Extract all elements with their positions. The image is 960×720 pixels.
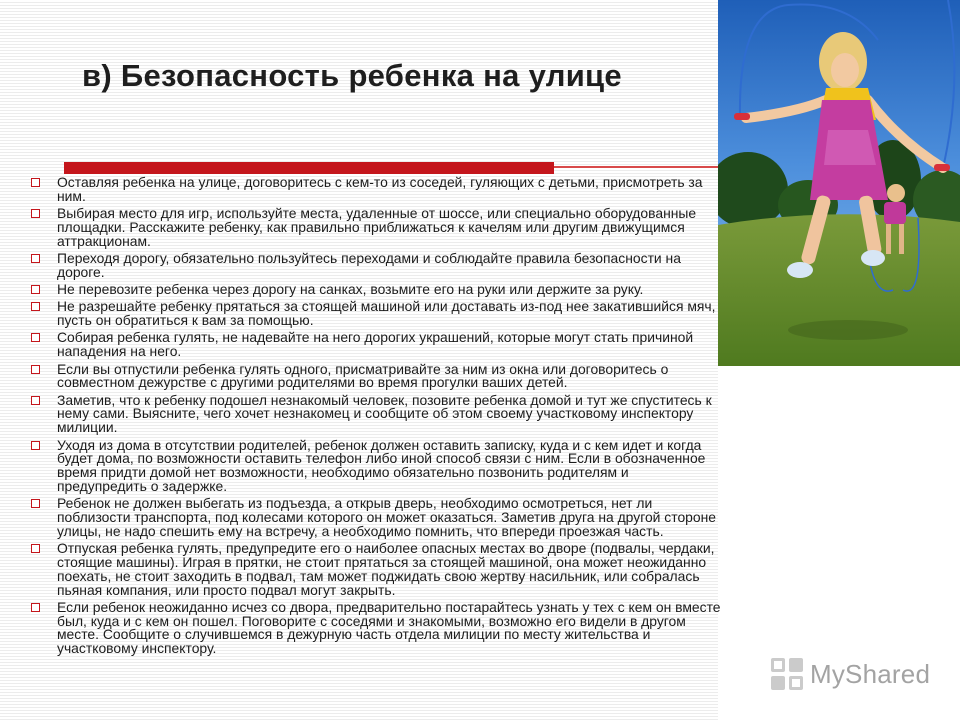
list-item [30, 542, 722, 597]
square-bullet-icon [31, 365, 40, 374]
square-bullet-icon [31, 209, 40, 218]
list-item [30, 300, 722, 328]
myshared-logo-icon [770, 657, 804, 691]
list-item-text: Если ребенок неожиданно исчез со двора, предварительно постарайтесь узнать у тех с кем он вместе был, куда и с кем он пошел. Поговорите с соседями и знакомыми, возможно его видели в другом месте. Сообщите о случившемся в дежурную часть отдела милиции по месту жительства и участковому инспектору. [57, 598, 721, 657]
list-item [30, 391, 722, 436]
list-item-text: Заметив, что к ребенку подошел незнакомый человек, позовите ребенка домой и тут же спуститесь к нему сами. Выясните, чего хочет незнакомец и сообщите об этом своему участковому инспектору милиции. [57, 391, 712, 436]
list-item-text: Выбирая место для игр, используйте места, удаленные от шоссе, или специально оборудованные площадки. Расскажите ребенку, как правильно приближаться к качелям или другим движущимся аттракционам. [57, 205, 697, 249]
square-bullet-icon [31, 333, 40, 342]
square-bullet-icon [31, 499, 40, 508]
title-underline-bar [64, 162, 554, 174]
list-item-text: Не перевозите ребенка через дорогу на санках, возьмите его на руки или держите за руку. [57, 281, 644, 298]
square-bullet-icon [31, 441, 40, 450]
list-item-text: Если вы отпустили ребенка гулять одного, присматривайте за ним из окна или договоритесь о совместном дежурстве с другими родителями во время прогулки ваших детей. [57, 360, 669, 391]
square-bullet-icon [31, 544, 40, 553]
list-item [30, 497, 722, 538]
list-item-text: Не разрешайте ребенку прятаться за стоящей машиной или доставать из-под нее закатившийся мяч, пусть он обратиться к вам за помощью. [57, 298, 716, 329]
slide-title: в) Безопасность ребенка на улице [82, 58, 622, 93]
myshared-watermark [770, 656, 930, 692]
list-item [30, 249, 722, 280]
list-item [30, 207, 722, 248]
list-item-text: Переходя дорогу, обязательно пользуйтесь переходами и соблюдайте правила безопасности на дороге. [57, 249, 681, 280]
list-item-text: Оставляя ребенка на улице, договоритесь с кем-то из соседей, гуляющих с детьми, присмотреть за ним. [57, 174, 703, 204]
list-item [30, 436, 722, 494]
square-bullet-icon [31, 178, 40, 187]
list-item-text: Отпуская ребенка гулять, предупредите его о наиболее опасных местах во дворе (подвалы, чердаки, стоящие машины). Играя в прятки, не стоит прятаться за стоящей машиной, она может неожиданно поехать, не стоит заходить в подвал, там может поджидать свою жертву насильник, или собралась пьяная компания, или просто подвал могут закрыть. [57, 540, 715, 598]
title-underline-line [554, 166, 718, 168]
list-item [30, 176, 722, 204]
safety-tips-list [30, 176, 722, 660]
square-bullet-icon [31, 603, 40, 612]
list-item [30, 331, 722, 359]
square-bullet-icon [31, 285, 40, 294]
children-jump-rope-photo [718, 0, 960, 366]
list-item-text: Собирая ребенка гулять, не надевайте на него дорогих украшений, которые могут стать причиной нападения на него. [57, 329, 694, 360]
list-item [30, 283, 722, 297]
square-bullet-icon [31, 396, 40, 405]
list-item-text: Ребенок не должен выбегать из подъезда, а открыв дверь, необходимо осмотреться, нет ли поблизости транспорта, под колесами которого он может оказаться. Заметив друга на другой стороне улицы, не надо спешить ему на встречу, а необходимо помнить, что впереди проезжая часть. [57, 495, 717, 539]
square-bullet-icon [31, 302, 40, 311]
square-bullet-icon [31, 254, 40, 263]
list-item [30, 598, 722, 657]
list-item-text: Уходя из дома в отсутствии родителей, ребенок должен оставить записку, куда и с кем идет и когда будет дома, по возможности оставить телефон либо иной способ связи с ним. Если в обозначенное время придти домой нет возможности, необходимо обязательно позвонить родителям и предупредить о задержке. [57, 436, 706, 494]
list-item [30, 360, 722, 391]
watermark-text: MyShared [810, 658, 931, 689]
